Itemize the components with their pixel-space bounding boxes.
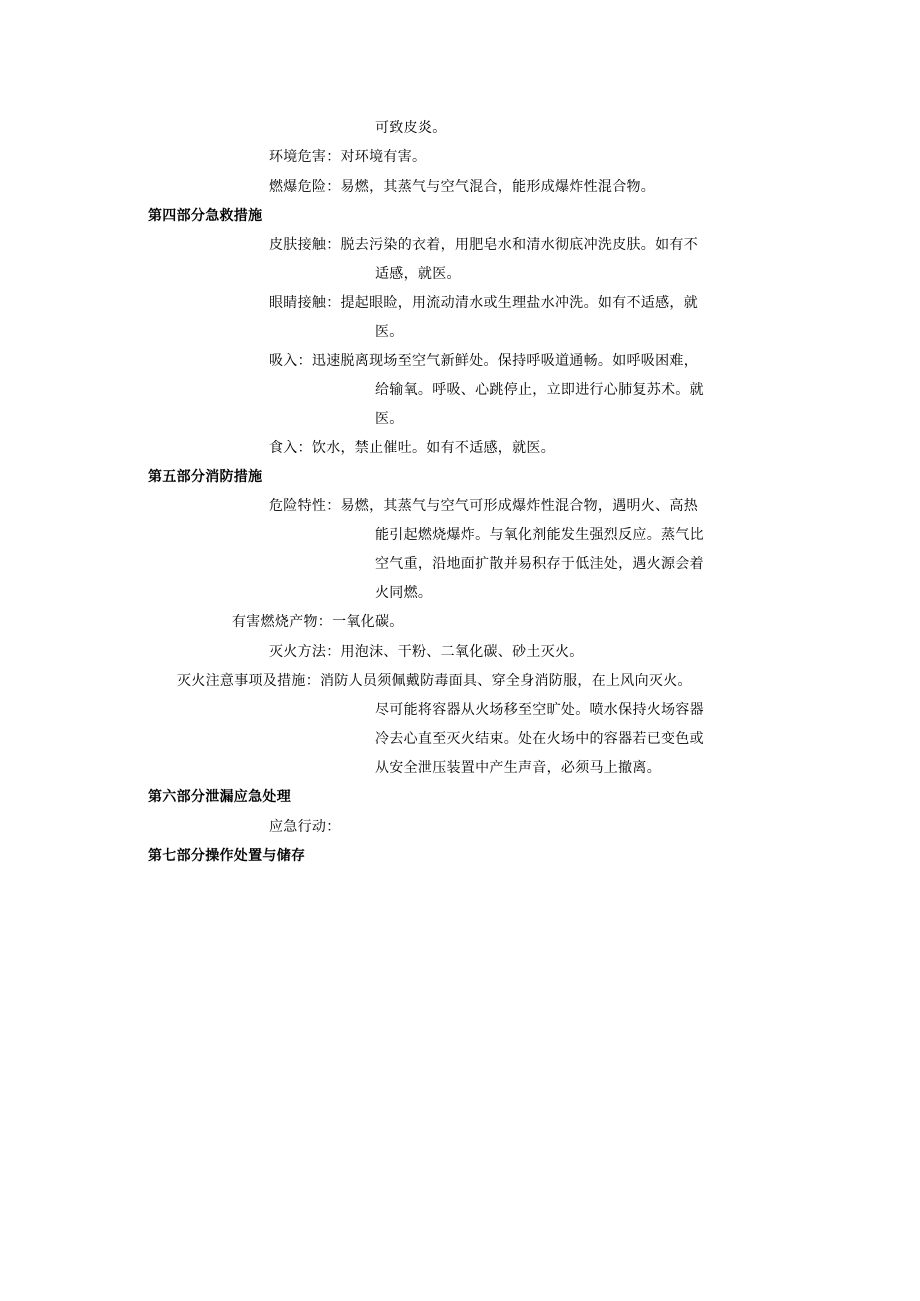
firefighting-notes-line-2: 尽可能将容器从火场移至空旷处。喷水保持火场容器 (375, 702, 704, 718)
firefighting-notes-line-3: 冷去心直至灭火结束。处在火场中的容器若已变色或 (375, 731, 704, 747)
skin-effect-continuation: 可致皮炎。 (375, 120, 447, 136)
hazard-property-line-4: 火同燃。 (375, 585, 433, 601)
firefighting-notes-line-4: 从安全泄压装置中产生声音，必须马上撤离。 (375, 760, 661, 776)
section-4-heading: 第四部分急救措施 (148, 208, 263, 224)
hazard-property-line-1: 危险特性：易燃，其蒸气与空气可形成爆炸性混合物，遇明火、高热 (269, 498, 698, 514)
firefighting-notes-line-1: 灭火注意事项及措施：消防人员须佩戴防毒面具、穿全身消防服，在上风向灭火。 (177, 673, 692, 689)
combustion-products: 有害燃烧产物：一氧化碳。 (232, 614, 404, 630)
section-7-heading: 第七部分操作处置与储存 (148, 848, 306, 864)
extinguishing-method: 灭火方法：用泡沫、干粉、二氧化碳、砂土灭火。 (269, 644, 584, 660)
inhalation-line-2: 给输氧。呼吸、心跳停止，立即进行心肺复苏术。就 (375, 382, 704, 398)
skin-contact-line-1: 皮肤接触：脱去污染的衣着，用肥皂水和清水彻底冲洗皮肤。如有不 (269, 237, 698, 253)
eye-contact-line-2: 医。 (375, 324, 404, 340)
environmental-hazard: 环境危害：对环境有害。 (269, 149, 427, 165)
emergency-action: 应急行动： (269, 819, 341, 835)
ingestion-line: 食入：饮水，禁止催吐。如有不适感，就医。 (269, 440, 555, 456)
fire-explosion-hazard: 燃爆危险：易燃，其蒸气与空气混合，能形成爆炸性混合物。 (269, 179, 656, 195)
skin-contact-line-2: 适感，就医。 (375, 266, 461, 282)
inhalation-line-1: 吸入：迅速脱离现场至空气新鲜处。保持呼吸道通畅。如呼吸困难， (269, 353, 698, 369)
eye-contact-line-1: 眼睛接触：提起眼睑，用流动清水或生理盐水冲洗。如有不适感，就 (269, 295, 698, 311)
section-5-heading: 第五部分消防措施 (148, 469, 263, 485)
hazard-property-line-3: 空气重，沿地面扩散并易积存于低洼处，遇火源会着 (375, 556, 704, 572)
section-6-heading: 第六部分泄漏应急处理 (148, 789, 291, 805)
inhalation-line-3: 医。 (375, 411, 404, 427)
hazard-property-line-2: 能引起燃烧爆炸。与氧化剂能发生强烈反应。蒸气比 (375, 527, 704, 543)
